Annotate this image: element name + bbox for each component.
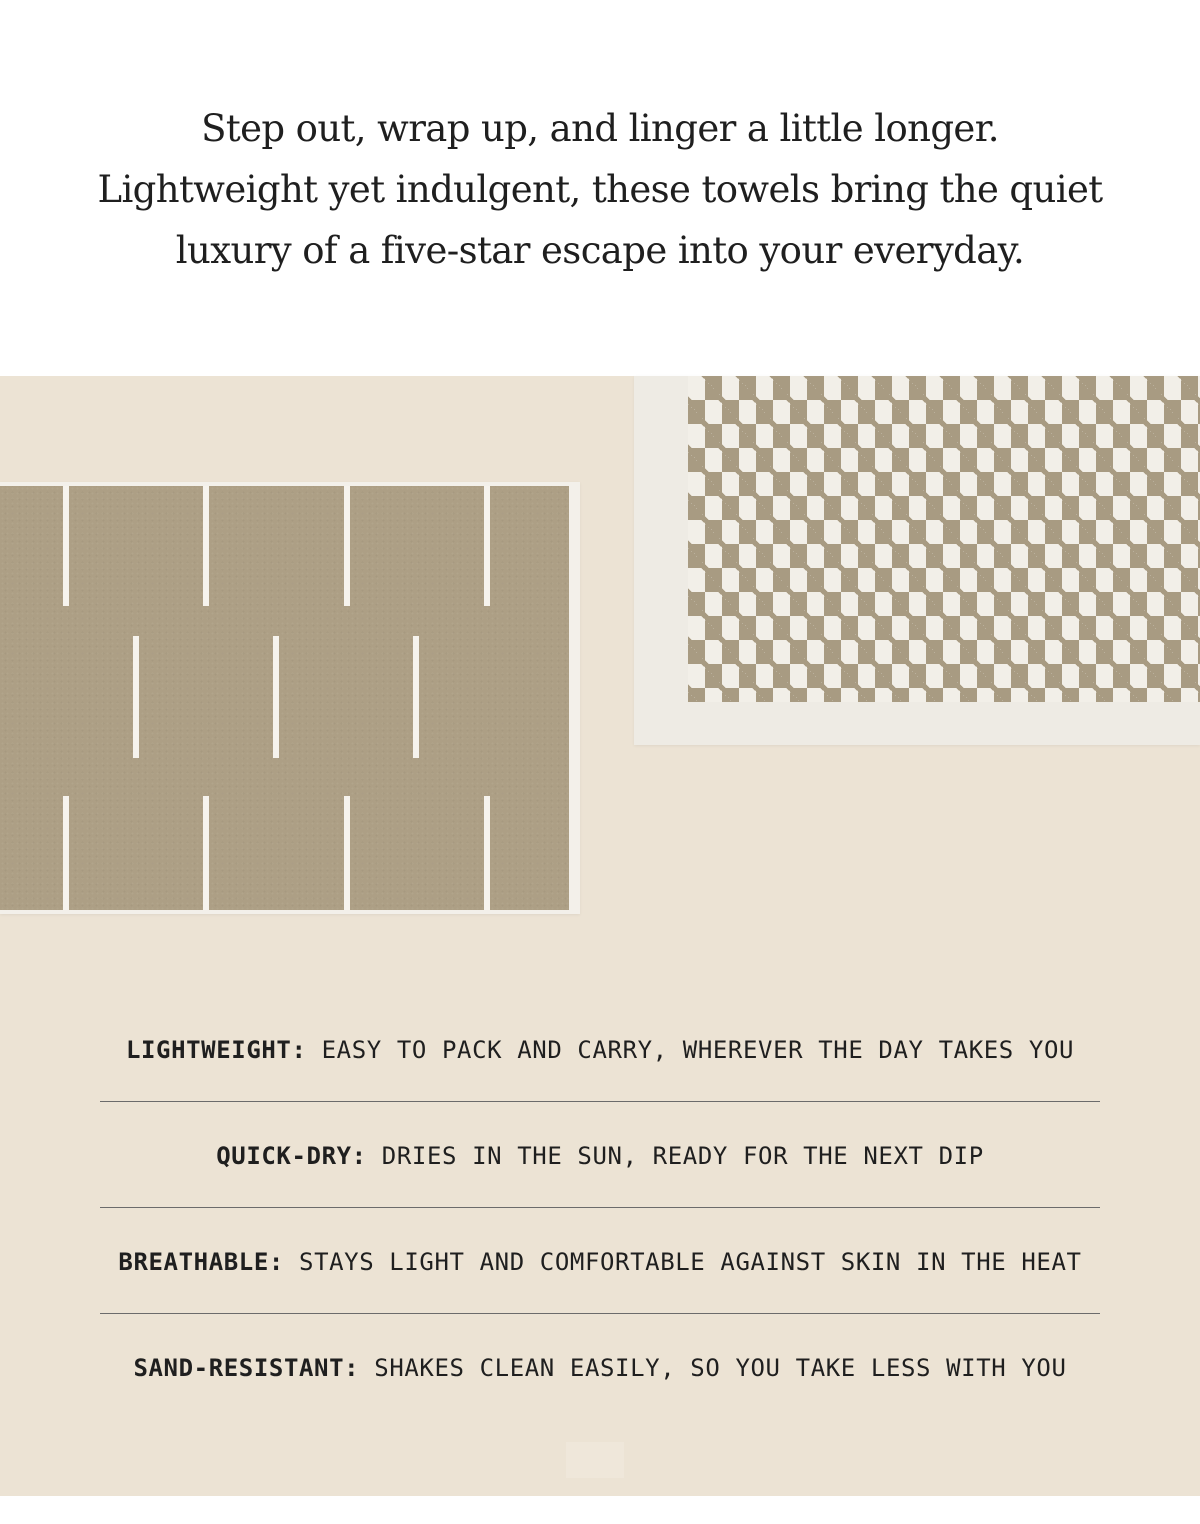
towel-terry-field xyxy=(0,486,569,910)
towel-stripe xyxy=(133,636,139,758)
decorative-mark xyxy=(566,1442,624,1478)
striped-towel-image xyxy=(0,482,580,914)
intro-section xyxy=(0,0,1200,376)
towel-stripe xyxy=(484,796,490,910)
intro-line: Lightweight yet indulgent, these towels bring the quiet xyxy=(97,168,1103,211)
intro-line: Step out, wrap up, and linger a little longer. xyxy=(201,107,999,150)
feature-divider xyxy=(100,1101,1100,1102)
feature-lightweight xyxy=(0,1036,1200,1064)
product-panel xyxy=(0,376,1200,1496)
feature-divider xyxy=(100,1313,1100,1314)
intro-line: luxury of a five-star escape into your everyday. xyxy=(175,229,1025,272)
feature-text: SHAKES CLEAN EASILY, SO YOU TAKE LESS WITH YOU xyxy=(374,1354,1067,1382)
towel-stripe xyxy=(413,636,419,758)
feature-label: SAND-RESISTANT: xyxy=(133,1354,360,1382)
towel-stripe xyxy=(344,486,350,606)
feature-label: LIGHTWEIGHT: xyxy=(125,1036,307,1064)
feature-divider xyxy=(100,1207,1100,1208)
intro-text xyxy=(60,98,1140,281)
feature-label: QUICK-DRY: xyxy=(216,1142,367,1170)
towel-stripe xyxy=(484,486,490,606)
feature-text: DRIES IN THE SUN, READY FOR THE NEXT DIP xyxy=(381,1142,984,1170)
bottom-spacer xyxy=(0,1496,1200,1524)
checkered-towel-image xyxy=(634,376,1200,745)
feature-sand-resistant xyxy=(0,1354,1200,1382)
towel-checker-pattern xyxy=(688,376,1200,702)
feature-label: BREATHABLE: xyxy=(118,1248,284,1276)
towel-stripe xyxy=(203,486,209,606)
towel-stripe xyxy=(344,796,350,910)
towel-stripe xyxy=(203,796,209,910)
towel-stripe xyxy=(63,796,69,910)
feature-breathable xyxy=(0,1248,1200,1276)
towel-stripe xyxy=(273,636,279,758)
feature-quick-dry xyxy=(0,1142,1200,1170)
feature-text: EASY TO PACK AND CARRY, WHEREVER THE DAY TAKES YOU xyxy=(321,1036,1075,1064)
towel-stripe xyxy=(63,486,69,606)
feature-text: STAYS LIGHT AND COMFORTABLE AGAINST SKIN IN THE HEAT xyxy=(299,1248,1082,1276)
